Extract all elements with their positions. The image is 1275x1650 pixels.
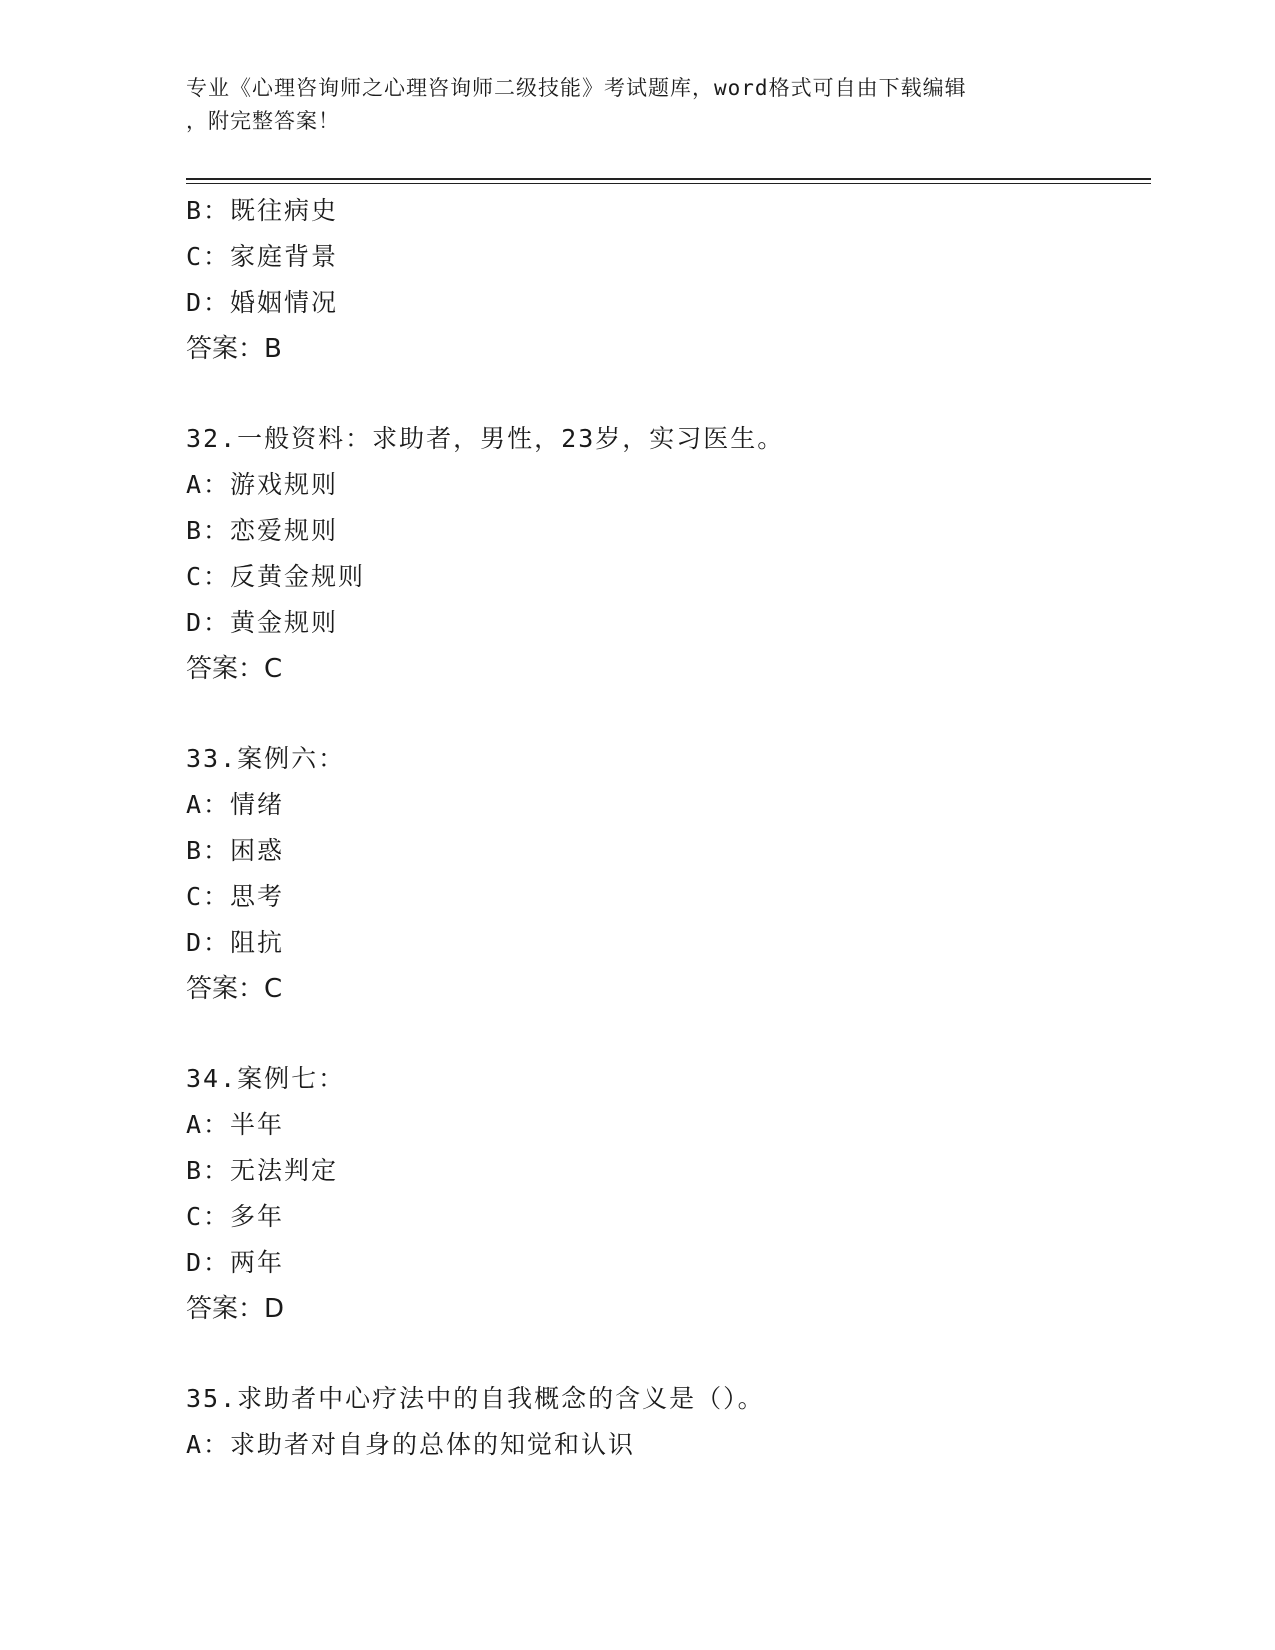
option-b: B：困惑 xyxy=(186,836,285,865)
answer: 答案：C xyxy=(186,974,283,1004)
answer: 答案：B xyxy=(186,334,282,364)
option-c: C：反黄金规则 xyxy=(186,562,366,591)
question-stem: 35.求助者中心疗法中的自我概念的含义是（）。 xyxy=(186,1384,765,1413)
option-b: B：恋爱规则 xyxy=(186,516,339,545)
header-divider-thick xyxy=(186,178,1151,180)
option-c: C：多年 xyxy=(186,1202,285,1231)
option-b: B：既往病史 xyxy=(186,196,339,225)
answer: 答案：D xyxy=(186,1294,285,1324)
answer: 答案：C xyxy=(186,654,283,684)
option-b: B：无法判定 xyxy=(186,1156,339,1185)
option-a: A：游戏规则 xyxy=(186,470,339,499)
document-header xyxy=(186,72,1086,138)
option-d: D：阻抗 xyxy=(186,928,285,957)
option-d: D：两年 xyxy=(186,1248,285,1277)
header-line-1: 专业《心理咨询师之心理咨询师二级技能》考试题库，word格式可自由下载编辑 xyxy=(186,76,967,100)
header-line-2: ，附完整答案！ xyxy=(186,109,340,133)
option-a: A：求助者对自身的总体的知觉和认识 xyxy=(186,1430,636,1459)
option-a: A：情绪 xyxy=(186,790,285,819)
option-a: A：半年 xyxy=(186,1110,285,1139)
header-divider-thin xyxy=(186,183,1151,184)
option-d: D：婚姻情况 xyxy=(186,288,339,317)
question-stem: 33.案例六： xyxy=(186,744,346,773)
question-stem: 32.一般资料：求助者，男性，23岁，实习医生。 xyxy=(186,424,785,453)
option-d: D：黄金规则 xyxy=(186,608,339,637)
option-c: C：思考 xyxy=(186,882,285,911)
question-stem: 34.案例七： xyxy=(186,1064,346,1093)
option-c: C：家庭背景 xyxy=(186,242,339,271)
question-list xyxy=(186,188,1146,1468)
